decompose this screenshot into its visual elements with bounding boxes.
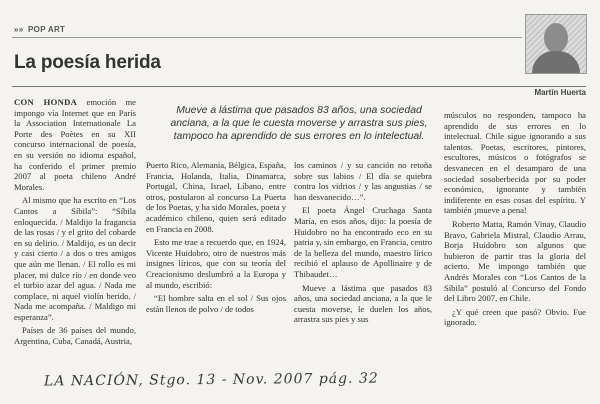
col1-paragraph-1	[14, 97, 136, 192]
col3-paragraph-2: El poeta Ángel Cruchaga Santa María, en esos años, dijo: la poesía de Huidobro no ha encontrado eco en su patria y, sin embargo, en Francia, centro de la belleza del mundo, maestro lírico recibió el aplauso de Apollinaire y de Thibaudet…	[294, 205, 432, 279]
col4-paragraph-3: ¿Y qué creen que pasó? Obvio. Fue ignorado.	[444, 306, 586, 328]
col4-paragraph-2: Roberto Matta, Ramón Vinay, Claudio Bravo, Gabriela Mistral, Claudio Arrau, Borja Huidobro son algunos que hubieron de partir tras la gloria del acierto. Me impongo también que Andrés Morales con “Los Cantos de la Síbila” postuló al Concurso del Fondo del Libro 2007, en Chile.	[444, 218, 586, 304]
section-arrows: »»	[14, 25, 24, 34]
col1-p1-text: emoción me impongo vía Internet que en París la Association Internationale La Porte des Poètes en su XII concurso internacional de poesía, en su versión no idioma español, ha conferido el primer premio 2007 al poeta chileno André Morales.	[14, 97, 136, 192]
col4-paragraph-1: músculos no responden, tampoco ha aprendido de sus errores en lo intelectual. Chile sigue ignorando a sus talentos. Poetas, escritores, pintores, escultores, músicos o fotógrafos se desvanecen en el desamparo de una sociedad sosoberbecida por su poder económico, ignorante y también indiferente en esas cosas del espíritu. Y también ¡mueve a pena!	[444, 110, 586, 216]
column-2	[146, 160, 286, 317]
author-shoulders	[532, 51, 580, 73]
lead-in: CON HONDA	[14, 97, 78, 107]
handwritten-source-note: LA NACIÓN, Stgo. 13 - Nov. 2007 pág. 32	[43, 370, 379, 390]
col3-paragraph-3: Mueve a lástima que pasados 83 años, una sociedad anciana, a la que le cuesta moverse, le duelen los años, arrastra sus pies y sus	[294, 282, 432, 325]
col3-paragraph-1: los caminos / y su canción no retoña sobre sus labios / El día se quiebra contra los vidrios / y las angustias / se han desvanecido…”.	[294, 160, 432, 202]
author-byline: Martín Huerta	[534, 88, 586, 97]
author-photo	[525, 14, 587, 74]
column-4	[444, 110, 586, 331]
column-1	[14, 97, 136, 350]
col2-paragraph-2: Esto me trae a recuerdo que, en 1924, Vicente Huidobro, otro de nuestros más insignes líricos, que con su teoría del Creacionismo deslumbró a la Europa y al mundo, escribió:	[146, 237, 286, 290]
title-rule	[12, 86, 586, 87]
col1-paragraph-3: Países de 36 países del mundo, Argentina, Cuba, Canadá, Austria,	[14, 325, 136, 347]
author-head	[544, 23, 568, 53]
section-name: POP ART	[28, 25, 66, 34]
column-3	[294, 160, 432, 328]
col1-paragraph-2: Al mismo que ha escrito en “Los Cantos a Síbila”: “Síbila enloquecida. / Maldijo la fragancia de las rosas / y el grito del cobarde en su delirio. / Maldijo, es un decir y casi cierto / a dos o tres amigos que aún me llenan. / El rollo es mi placer, mi dulce río / en donde veo el turbio azar del agua. / Nada me complace, ni aquel violín herido. / Nada me acompaña. / Maldigo mi esperanza”.	[14, 195, 136, 322]
top-rule	[12, 37, 522, 38]
col2-paragraph-1: Puerto Rico, Alemania, Bélgica, España, Francia, Holanda, Italia, Dinamarca, Portugal, China, Israel, Líbano, entre otros, postularon al concurso La Puerta de los Poetas, y ha sido Morales, poeta y académico chileno, quien será editado en Francia en 2008.	[146, 160, 286, 234]
section-label	[14, 25, 65, 34]
col2-paragraph-3: “El hombre salta en el sol / Sus ojos están llenos de polvo / de todos	[146, 293, 286, 314]
pull-quote: Mueve a lástima que pasados 83 años, una sociedad anciana, a la que le cuesta moverse y arrastra sus pies, tampoco ha aprendido de sus errores en lo intelectual.	[170, 105, 428, 142]
article-title: La poesía herida	[14, 52, 161, 73]
